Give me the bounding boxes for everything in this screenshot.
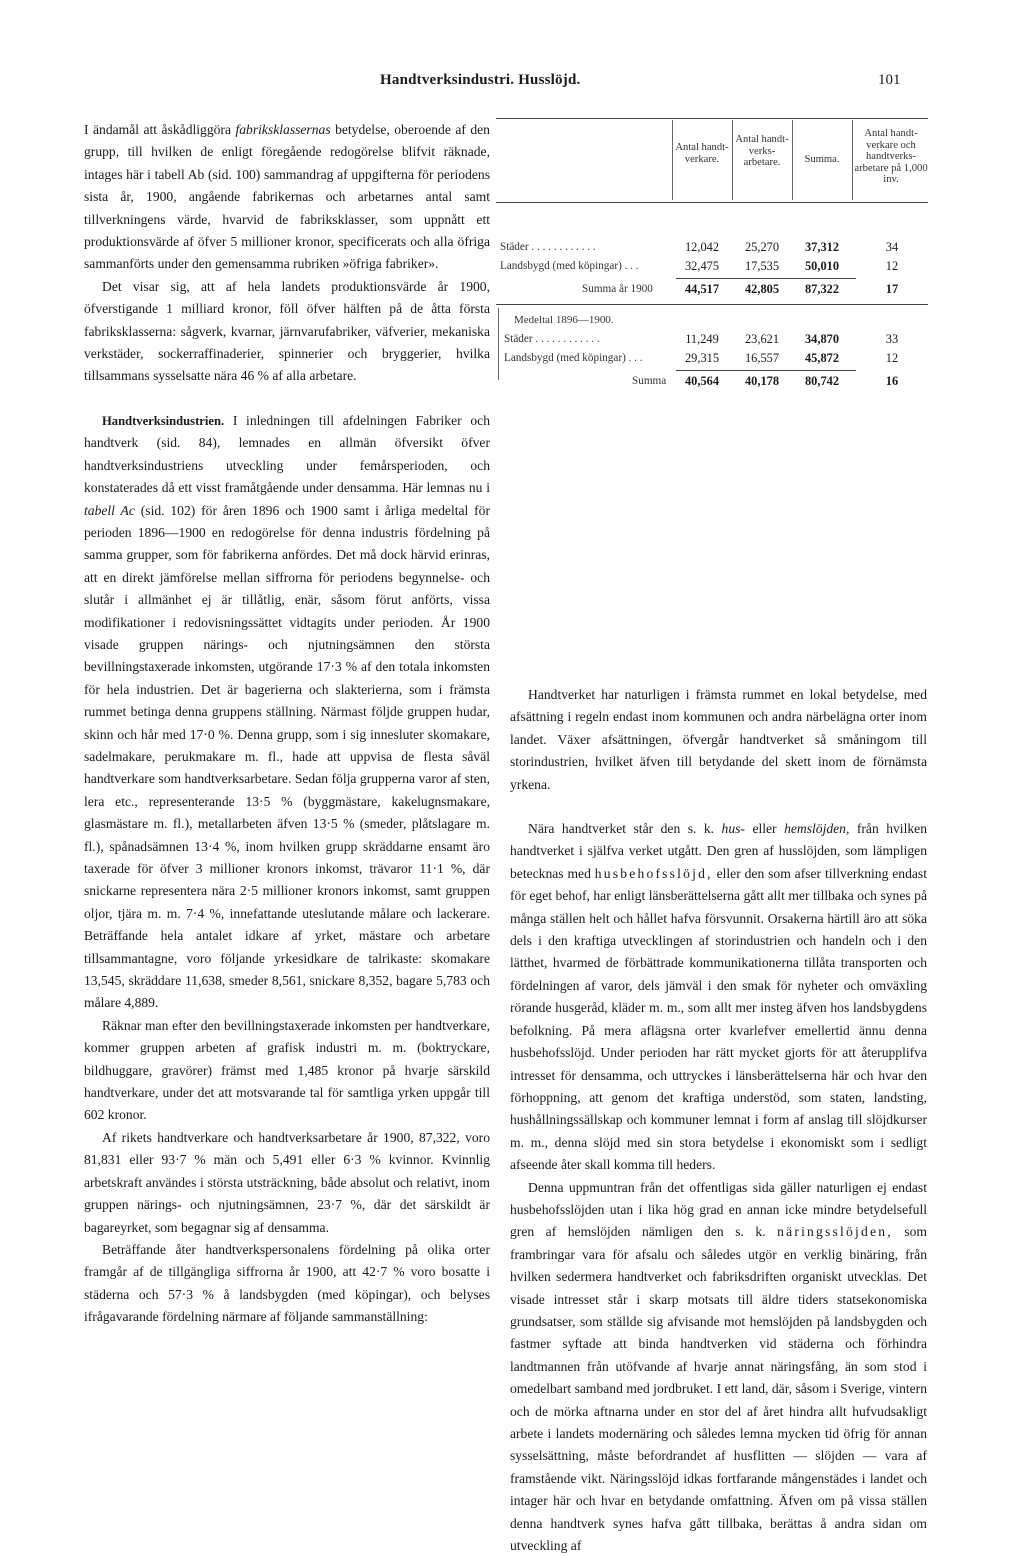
- cell-value: 37,312: [804, 240, 840, 254]
- cell-value: 25,270: [744, 240, 780, 254]
- running-header: [0, 72, 1024, 94]
- table-divider: [672, 120, 673, 200]
- row-label-stader: Städer . . . . . . . . . . . .: [500, 241, 596, 253]
- table-divider: [792, 120, 793, 200]
- cell-value: 42,805: [744, 282, 780, 296]
- cell-value: 16,557: [744, 351, 780, 365]
- cell-value: 80,742: [804, 374, 840, 388]
- paragraph-handtverksindustrien: Handtverksindustrien. I inledningen till afdelningen Fabriker och handtverk (sid. 84), lemnades en allmän öfversikt öfver handtverksindustriens utveckling under femårsperioden, och konstaterades då ett visst framåtgående under densamma. Här lemnas nu i tabell Ac (sid. 102) för åren 1896 och 1900 samt i årliga medeltal för perioden 1896—1900 en redogörelse för denna industris fördelning på samma grupper, som för fabrikerna anfördes. Det må dock härvid erinras, att en direkt jämförelse mellan siffrorna för periodens begynnelse- och slutår i allmänhet ej är tillåtlig, enär, såsom förut anförts, vissa modifikationer i redovisningssättet vidtagits under perioden. År 1900 visade gruppen närings- och njutningsämnen den största bevillningstaxerade inkomsten, utgörande 17·3 % af den totala inkomsten för hela industrien. Det är bagerierna och slakterierna, som i främsta rummet betinga denna gruppens ställning. Närmast följde gruppen hudar, skinn och hår med 17·0 %. Denna grupp, som i sig innesluter skomakare, sadelmakare, perukmakare m. fl., hade att uppvisa de flesta såväl handtverkare som handtverksarbetare. Sedan följa grupperna varor af sten, lera etc., representerande 13·5 % (byggmästare, kakelugnsmakare, glasmästare m. fl.), metallarbeten äfven 13·5 % (smeder, plåtslagare m. fl.), spånadsämnen 13·4 %, inom hvilken grupp skräddarne ensamt äro taxerade för öfver 3 millioner kronors inkomst, trävaror 11·1 %, där snickarne representera nära 2·5 millioner kronors inkomst, samt gruppen oljor, tjära m. m. 7·4 %, innefattande uteslutande målare och lackerare. Beträffande hela antalet idkare af yrket, mästare och arbetare tillsammantagne, voro följande yrkesidkare de talrikaste: skomakare 13,545, skräddare 11,638, smeder 8,561, snickare 8,352, bagare 5,783 och målare 4,889.: [84, 412, 491, 1011]
- cell-value: 17,535: [744, 259, 780, 273]
- paragraph-kon: Af rikets handtverkare och handtverksarbetare år 1900, 87,322, voro 81,831 eller 93·7 % män och 5,491 eller 6·3 % kvinnor. Kvinnlig arbetskraft användes i största utsträckning, både absolut och relativt, inom gruppen närings- och njutningsämnen, 23·7 %, där det särskildt är bagareyrket, som begagnar sig af densamma.: [84, 1129, 490, 1235]
- subheading-medeltal: Medeltal 1896—1900.: [514, 314, 614, 326]
- right-column: [510, 684, 927, 1557]
- paragraph-inkomst-per-handtverkare: Räknar man efter den bevillningstaxerade inkomsten per handtverkare, kommer gruppen arbeten af grafisk industri m. m. (boktryckare, bildhuggare, gravörer) främst med 1,485 kronor på hvarje särskild handtverkare, under det att motsvarande tal för samtliga yrken uppgår till 602 kronor.: [84, 1017, 490, 1123]
- cell-value: 34: [885, 240, 899, 254]
- left-column: [84, 119, 490, 1329]
- row-label-landsbygd: Landsbygd (med köpingar) . . .: [500, 260, 639, 272]
- sum-rule: [676, 278, 856, 279]
- cell-value: 12,042: [684, 240, 720, 254]
- cell-value: 50,010: [804, 259, 840, 273]
- paragraph-produktionsvarde: Det visar sig, att af hela landets produktionsvärde år 1900, öfverstigande 1 milliard kronor, föll öfver hälften på de åtta första fabriksklasserna: sågverk, kvarnar, järnvarufabriker, väfverier, mekaniska verkstäder, sockerraffinaderier, spinnerier och bryggerier, hvilka tillsammans sysselsatte nära 46 % af alla arbetare.: [84, 278, 490, 384]
- cell-value: 34,870: [804, 332, 840, 346]
- cell-value: 16: [885, 374, 899, 388]
- table-top-rule: [496, 118, 928, 119]
- cell-value: 12: [885, 351, 899, 365]
- header-summa: Summa.: [804, 154, 840, 165]
- table-header-rule: [496, 202, 928, 203]
- cell-value: 17: [885, 282, 899, 296]
- paragraph-handtverket-lokal: Handtverket har naturligen i främsta rummet en lokal betydelse, med afsättning i regeln endast inom kommunen och andra närbelägna orter inom landet. Växer afsättningen, öfvergår handtverket så småningom till storindustrien, hvilket äfven till betydande del skett inom de förnämsta yrkena.: [510, 687, 927, 792]
- cell-value: 32,475: [684, 259, 720, 273]
- paragraph-fordelning: Beträffande åter handtverkspersonalens fördelning på olika orter framgår af de tillgängliga siffrorna år 1900, att 42·7 % voro bosatte i städerna och 57·3 % å landsbygden (med köpingar), och belyses ifrågavarande fördelning närmare af följande sammanställning:: [84, 1241, 490, 1325]
- row-label-stader: Städer . . . . . . . . . . . .: [504, 333, 600, 345]
- table-divider: [732, 120, 733, 200]
- paragraph-naringsslojd: Denna uppmuntran från det offentligas sida gäller naturligen ej endast husbehofsslöjden utan i lika hög grad en annan icke mindre betydelsefull gren af hemslöjden nämligen den s. k. näringsslöjden, som frambringar vara för afsalu och således utgör en verklig binäring, från hvilken sedermera handtverket och fabriksdriften organiskt utvecklas. Det visade intresset står i skarp motsats till äldre tiders statsekonomiska grundsatser, som ställde sig afvisande mot hemslöjden på landsbygden och fastmer syftade att binda handtverken vid städerna och förhindra landtmannen från utöfvande af hvarje annat näringsfång, än som stod i omedelbart samband med jordbruket. I ett land, där, såsom i Sverige, vintern och de mörka aftnarna under en stor del af året hindra allt hufvudsakligt arbete i landets modernäring och således lemna mycken tid öfrig för annan sysselsättning, måste befordrandet af husflitten — slöjden — vara af framstående vikt. Näringsslöjd idkas fortfarande mångenstädes i landet och intager här och hvar en betydande omfattning. Äfven om på vissa ställen denna handtverk synes hafva gått tillbaka, berättas å andra sidan om utveckling af: [510, 1179, 927, 1554]
- cell-value: 40,564: [684, 374, 720, 388]
- table-mid-rule: [496, 304, 928, 305]
- cell-value: 44,517: [684, 282, 720, 296]
- cell-value: 33: [885, 332, 899, 346]
- header-antal-arbetare: Antal handt-verks-arbetare.: [735, 134, 789, 169]
- cell-value: 87,322: [804, 282, 840, 296]
- table-left-bar: [498, 308, 499, 380]
- cell-value: 23,621: [744, 332, 780, 346]
- paragraph-husslojd: Nära handtverket står den s. k. hus- eller hemslöjden, från hvilken handtverket i själfva verket utgått. Den gren af husslöjden, som lämpligen betecknas med husbehofsslöjd, eller den som afser tillverkning endast för eget behof, har enligt länsberättelserna gått allt mer tillbaka och synes på många ställen helt och hållet hafva försvunnit. Orsakerna härtill äro att söka dels i den kraftiga utvecklingen af storindustrien och handeln och i den lätthet, hvarmed de förbättrade kommunikationerna tillåta transporten och fördelningen af varor, dels jämväl i den smak för nyheter och omväxling rörande husgeråd, kläder m. m., som allt mer insteg äfven hos landsbygdens befolkning. På mera aflägsna orter kvarlefver emellertid ännu denna husbehofsslöjd. Under perioden har rätt mycket gjorts för att återupplifva intresset för densamma, och uttryckes i länsberättelserna här och hvar den förhoppning, att genom det kraftiga understöd, som staten, landsting, hushållningssällskap och kommuner lemnat i form af anslag till slöjdkurser m. m., denna slöjd med sin stora betydelse i ekonomiskt som i sedligt afseende åter skall komma till heders.: [510, 821, 927, 1173]
- sum-rule: [676, 370, 856, 371]
- row-label-landsbygd: Landsbygd (med köpingar) . . .: [504, 352, 643, 364]
- cell-value: 12: [885, 259, 899, 273]
- row-label-summa: Summa: [632, 375, 667, 387]
- cell-value: 29,315: [684, 351, 720, 365]
- cell-value: 45,872: [804, 351, 840, 365]
- row-label-summa-1900: Summa år 1900: [582, 283, 653, 295]
- cell-value: 11,249: [685, 332, 719, 346]
- page-title: Handtverksindustri. Husslöjd.: [380, 72, 581, 88]
- table-divider: [852, 120, 853, 200]
- page-number: 101: [878, 72, 901, 88]
- paragraph-fabriksklasser: I ändamål att åskådliggöra fabriksklassernas betydelse, oberoende af den grupp, till hvilken de enligt föregående redogörelse blifvit räknade, intages här i tabell Ab (sid. 100) sammandrag af uppgifterna för periodens sista år, 1900, angående fabrikernas och arbetarnes antal samt tillverkningens värde, hvarvid de fabriksklasser, som uppnått ett produktionsvärde af öfver 5 millioner kronor, specificerats och alla öfriga sammanförts under den gemensamma rubriken »öfriga fabriker».: [84, 122, 490, 272]
- distribution-table: [496, 118, 928, 388]
- header-antal-handtverkare: Antal handt-verkare.: [675, 142, 729, 165]
- header-per-1000-inv: Antal handt-verkare och handtverks-arbetare på 1,000 inv.: [854, 128, 928, 186]
- section-heading: Handtverksindustrien.: [102, 413, 225, 428]
- cell-value: 40,178: [744, 374, 780, 388]
